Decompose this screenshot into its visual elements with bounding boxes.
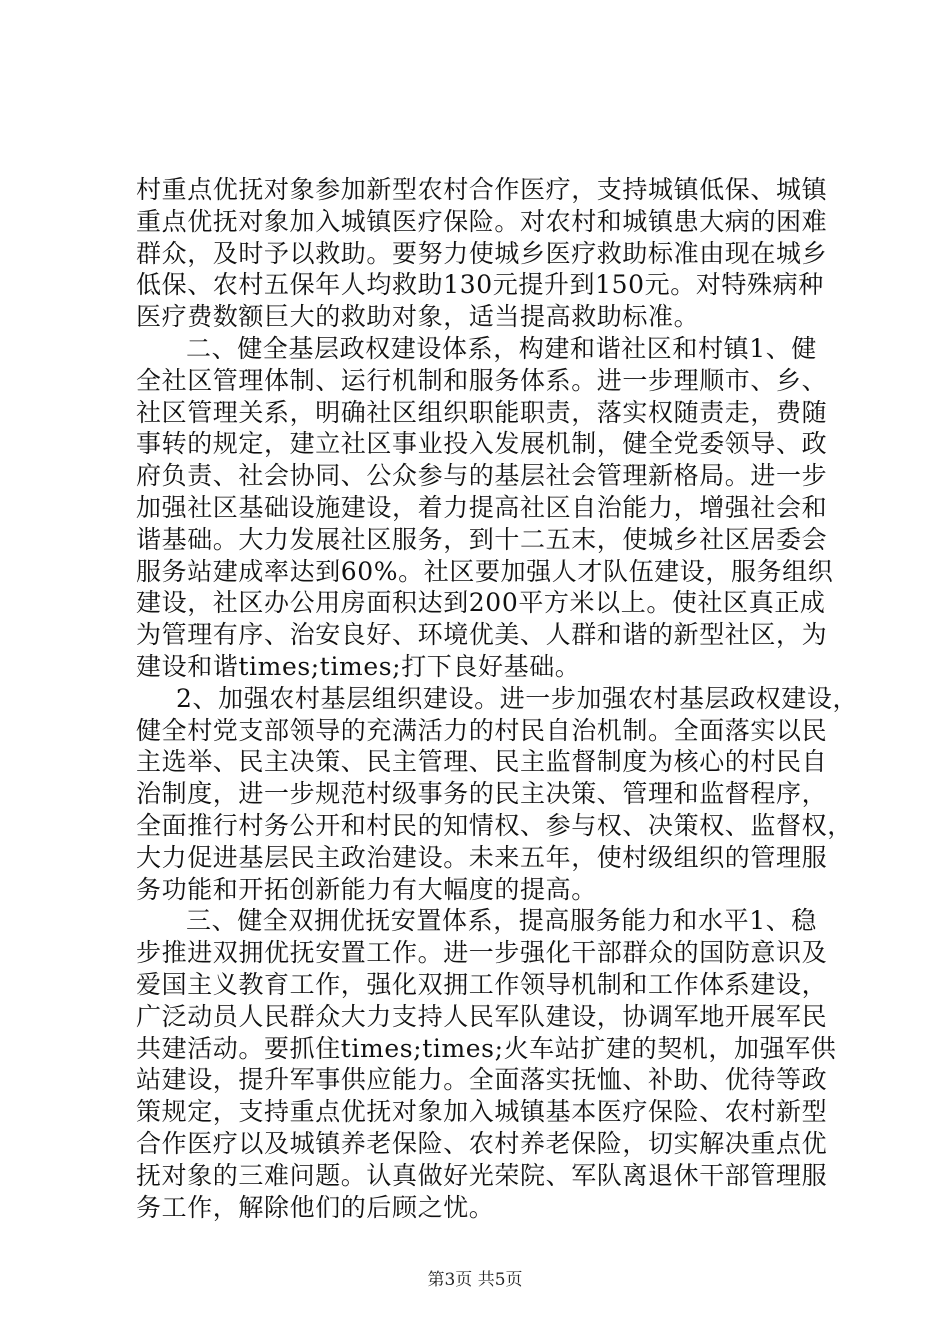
text-line: 务工作，解除他们的后顾之忧。 — [136, 1192, 495, 1222]
page-number: 第3页 共5页 — [427, 1270, 523, 1290]
text-line: 群众，及时予以救助。要努力使城乡医疗救助标准由现在城乡 — [136, 238, 828, 268]
text-line: 主选举、民主决策、民主管理、民主监督制度为核心的村民自 — [136, 747, 828, 777]
text-line: 建设和谐times;times;打下良好基础。 — [136, 651, 581, 681]
text-line: 健全村党支部领导的充满活力的村民自治机制。全面落实以民 — [136, 715, 828, 745]
text-line: 为管理有序、治安良好、环境优美、人群和谐的新型社区，为 — [136, 620, 828, 650]
text-line: 谐基础。大力发展社区服务，到十二五末，使城乡社区居委会 — [136, 524, 828, 554]
text-line: 重点优抚对象加入城镇医疗保险。对农村和城镇患大病的困难 — [136, 206, 828, 236]
text-line: 社区管理关系，明确社区组织职能职责，落实权随责走，费随 — [136, 397, 828, 427]
text-line: 府负责、社会协同、公众参与的基层社会管理新格局。进一步 — [136, 461, 828, 491]
section-heading-line: 三、健全双拥优抚安置体系，提高服务能力和水平1、稳 — [186, 906, 817, 936]
text-line: 步推进双拥优抚安置工作。进一步强化干部群众的国防意识及 — [136, 938, 828, 968]
paragraph-start-line: 2、加强农村基层组织建设。进一步加强农村基层政权建设， — [176, 683, 859, 713]
text-line: 广泛动员人民群众大力支持人民军队建设，协调军地开展军民 — [136, 1001, 828, 1031]
text-line: 加强社区基础设施建设，着力提高社区自治能力，增强社会和 — [136, 492, 828, 522]
text-line: 共建活动。要抓住times;times;火车站扩建的契机，加强军供 — [136, 1033, 837, 1063]
text-line: 事转的规定，建立社区事业投入发展机制，健全党委领导、政 — [136, 429, 828, 459]
text-line: 抚对象的三难问题。认真做好光荣院、军队离退休干部管理服 — [136, 1160, 828, 1190]
page-footer — [0, 1269, 950, 1291]
text-line: 全面推行村务公开和村民的知情权、参与权、决策权、监督权， — [136, 810, 853, 840]
text-line: 策规定，支持重点优抚对象加入城镇基本医疗保险、农村新型 — [136, 1097, 828, 1127]
text-line: 合作医疗以及城镇养老保险、农村养老保险，切实解决重点优 — [136, 1128, 828, 1158]
text-line: 医疗费数额巨大的救助对象，适当提高救助标准。 — [136, 302, 700, 332]
text-line: 服务站建成率达到60%。社区要加强人才队伍建设，服务组织 — [136, 556, 834, 586]
body-text — [136, 174, 859, 1223]
text-line: 低保、农村五保年人均救助130元提升到150元。对特殊病种 — [136, 270, 824, 300]
section-heading-line: 二、健全基层政权建设体系，构建和谐社区和村镇1、健 — [186, 333, 817, 363]
text-line: 全社区管理体制、运行机制和服务体系。进一步理顺市、乡、 — [136, 365, 828, 395]
text-line: 大力促进基层民主政治建设。未来五年，使村级组织的管理服 — [136, 842, 828, 872]
text-line: 村重点优抚对象参加新型农村合作医疗，支持城镇低保、城镇 — [136, 175, 828, 204]
text-line: 治制度，进一步规范村级事务的民主决策、管理和监督程序， — [136, 779, 828, 809]
text-line: 建设，社区办公用房面积达到200平方米以上。使社区真正成 — [136, 588, 826, 618]
text-line: 站建设，提升军事供应能力。全面落实抚恤、补助、优待等政 — [136, 1065, 828, 1095]
text-line: 爱国主义教育工作，强化双拥工作领导机制和工作体系建设， — [136, 969, 828, 999]
text-line: 务功能和开拓创新能力有大幅度的提高。 — [136, 874, 597, 904]
